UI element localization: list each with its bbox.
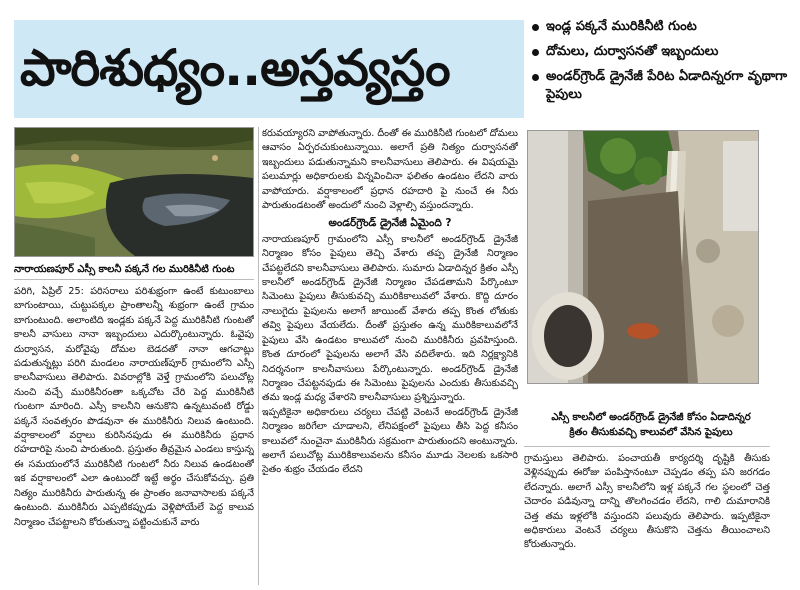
bullet-item: [530, 18, 792, 36]
article-paragraph: నారాయణపూర్ గ్రామంలోని ఎస్సీ కాలనీలో అండర్‌గ్రౌండ్ డ్రైనేజీ నిర్మాణం కోసం పైపులు తెచ్చి వేశారు తప్ప డ్రైనేజీ నిర్మాణం చేపట్టలేదని కాలనీవాసులు తెలిపారు. సుమారు ఏడాదిన్నర క్రితం ఎస్సీ కాలనీలో అండర్‌గ్రౌండ్ డ్రైనేజీ నిర్మాణం చేపడతామని పేర్కొంటూ సిమెంటు పైపులు తీసుకువచ్చి మురికికాలువలో వేశారు. కొద్ది దూరం నాలుగైదు పైపులను అలాగే జాయింట్ వేశారు తప్ప కొంత లోతుకు తవ్వి పైపులు వేయలేదు. దీంతో ప్రస్తుతం ఉన్న మురికికాలువలోనే పైపులు వేసి ఉండటం కాలువలో నుంచి మురికినీరు ప్రవహిస్తుంది. కొంత దూరంలో పైపులను అలాగే వేసి వదిలేశారు. ఇది నిర్లక్ష్యానికి నిదర్శనంగా కాలనీవాసులు పేర్కొంటున్నారు. అండర్‌గ్రౌండ్ డ్రైనేజీ నిర్మాణం చేపట్టనపుడు ఈ సిమెంటు పైపులను ఎందుకు తీసుకువచ్చి తమ ఇండ్ల మధ్య వేశారని కాలనీవాసులు ప్రశ్నిస్తున్నారు.: [262, 233, 518, 404]
bullet-dot-icon: [532, 24, 539, 31]
article-paragraph: కరువయ్యారని వాపోతున్నారు. దీంతో ఈ మురికినీటి గుంటలో దోమలు ఆవాసం ఏర్పరచుకుంటున్నాయి. అలాగే ప్రతి నిత్యం దుర్వాసనతో ఇబ్బందులు పడుతున్నామని కాలనీవాసులు తెలిపారు. ఈ విషయమై పలుమార్లు అధికారులకు విన్నవించినా ఫలితం ఉండటం లేదని వారు వాపోయారు. వర్షాకాలంలో ప్రధాన రహదారి పై నుంచే ఈ నీరు పారుతుండటంతో అందులో నుంచి వెళ్లాల్సి వస్తుందన్నారు.: [262, 128, 518, 212]
bullet-dot-icon: [532, 49, 539, 56]
sewage-pond-photo: [14, 127, 254, 257]
bullet-item: [530, 68, 792, 104]
headline: పారిశుధ్యం..అస్తవ్యస్తం: [20, 39, 450, 97]
photo-caption: ఎస్సీ కాలనీలో అండర్‌గ్రౌండ్ డ్రైనేజీ కోసం ఏడాదిన్నర క్రితం తీసుకువచ్చి కాలువలో వేసిన పైపులు: [551, 412, 751, 438]
caption-divider: [14, 279, 254, 280]
bullet-text: దోమలు, దుర్వాసనతో ఇబ్బందులు: [546, 44, 719, 59]
photo-caption: నారాయణపూర్ ఎస్సీ కాలనీ పక్కనే గల మురికినీటి గుంట: [14, 264, 235, 275]
article-column: [14, 285, 254, 585]
bullet-text: అండర్‌గ్రౌండ్ డ్రైనేజీ పేరిట ఏడాదిన్నరగా వృథాగా పైపులు: [546, 69, 788, 102]
bullet-text: ఇండ్ల పక్కనే మురికినీటి గుంట: [546, 19, 697, 34]
bullet-dot-icon: [532, 74, 539, 81]
caption-divider: [524, 446, 770, 447]
bullet-item: [530, 43, 792, 61]
section-subheading: అండర్‌గ్రౌండ్ డ్రైనేజీ ఏమైంది ?: [328, 217, 452, 230]
article-column: [524, 452, 770, 584]
article-paragraph: పరిగి, ఏప్రిల్ 25: పరిసరాలు పరిశుభ్రంగా ఉంటే కుటుంబాలు బాగుంటాయి, చుట్టుపక్కల ప్రాంతాలన్నీ శుభ్రంగా ఉంటే గ్రామం బాగుంటుంది. అలాంటిది ఇండ్లకు పక్కనే పెద్ద మురికినీటి గుంటతో కాలనీ వాసులు నానా ఇబ్బందులు ఎదుర్కొంటున్నారు. ఓవైపు దుర్వాసన, మరోవైపు దోమల బెడదతో నానా ఆగచాట్లు పడుతున్నట్లు పరిగి మండలం నారాయణ్‌పూర్ గ్రామంలోని ఎస్సీ కాలనీవాసులు తెలిపారు. వివరాల్లోకి వెళ్తే గ్రామంలోని పలుచోట్ల నుంచి వచ్చే మురికినీరంతా ఒక్కచోట చేరి పెద్ద మురికినీటి గుంటగా మారింది. ఎస్సీ కాలనీని ఆనుకొని ఉన్నటువంటి రోడ్డు పక్కనే సంవత్సరం పొడవునా ఈ మురికినీరు నిలువ ఉంటుంది. వర్షాకాలంలో వర్షాలు కురిసినపుడు ఈ మురికినీరు ప్రధాన రహదారిపై నుంచి పారుతుంది. ప్రస్తుతం తీవ్రమైన ఎండలు కాస్తున్న ఈ సమయంలోనే మురికినీటి గుంటలో నీరు నిలువ ఉండటంతో ఇక వర్షాకాలంలో ఎలా ఉంటుందో ఇట్టే అర్థం చేసుకోవచ్చు. ప్రతి నిత్యం మురికినీరు పారుతున్న ఈ ప్రాంతం జనావాసాలకు పక్కనే ఉంటుంది. మురికినీరు ఎప్పటికప్పుడు వెళ్లిపోయేలే పెద్ద కాలువ నిర్మాణం చేపట్టాలని కోరుతున్నా పట్టించుకునే వారు: [14, 286, 254, 528]
article-paragraph: గ్రామస్తులు తెలిపారు. పంచాయతీ కార్యదర్శి దృష్టికి తీసుకు వెళ్లినప్పుడు ఈరోజు పంపిస్తానంటూ చెప్పడం తప్ప పని జరగడం లేదన్నారు. అలాగే ఎస్సీ కాలనీలోని ఇళ్ల పక్కనే గల స్థలంలో చెత్త చెదారం పడివున్నా దాన్ని తొలగించడం లేదని, గాలి దుమారానికి చెత్త తమ ఇళ్లలోకి వస్తుందని పలువురు తెలిపారు. ఇప్పటికైనా అధికారులు వెంటనే చర్యలు తీసుకొని చెత్తను తీయించాలని కోరుతున్నారు.: [524, 453, 770, 551]
article-paragraph: ఇప్పటికైనా అధికారులు చర్యలు చేపట్టి వెంటనే అండర్‌గ్రౌండ్ డ్రైనేజీ నిర్మాణం జరిగేలా చూడాలని, లేనిపక్షంలో పైపులు తీసి పెద్ద కనీసం కాలువలో నుంచైనా మురికినీరు సక్రమంగా పారుతుందని అంటున్నారు. అలాగే పలుచోట్ల మురికికాలువలను కనీసం మూడు నెలలకు ఒకసారి సైతం శుభ్రం చేయడం లేదని: [262, 406, 518, 476]
article-column: [262, 127, 518, 587]
column-divider: [258, 127, 259, 585]
highlight-bullets: [530, 18, 792, 111]
drainage-pipes-photo: [527, 130, 759, 384]
